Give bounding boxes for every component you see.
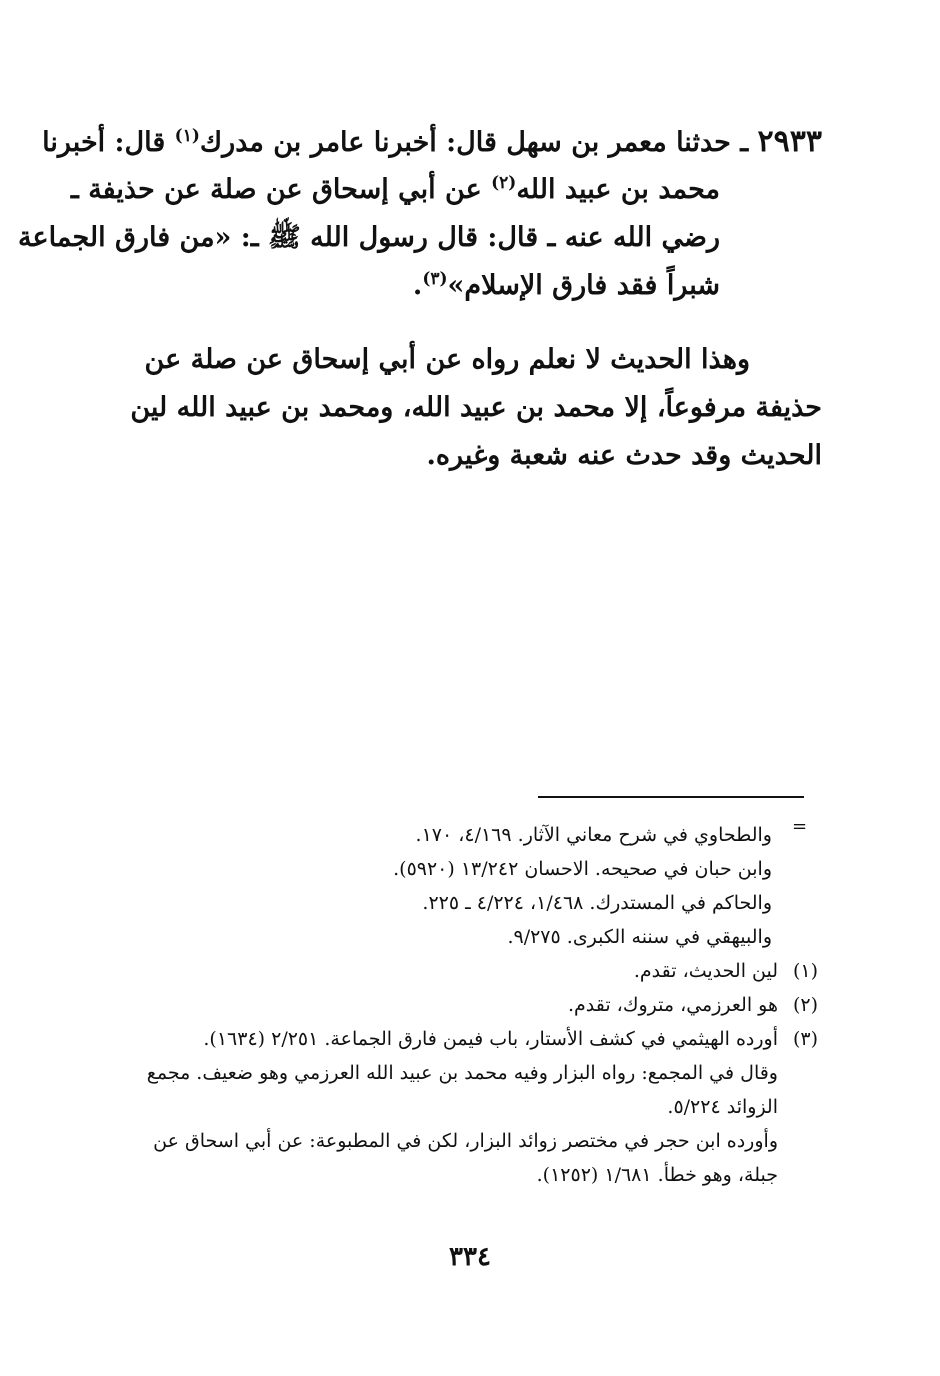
footnote-3-line: الزوائد ٥/٢٢٤. [667,1096,778,1118]
hadith-text [18,118,822,480]
commentary-line-1: وهذا الحديث لا نعلم رواه عن أبي إسحاق عن صلة عن [144,344,750,375]
footnote-number: (٣) [792,1028,818,1050]
hadith-line-1: ٢٩٣٣ ـ حدثنا معمر بن سهل قال: أخبرنا عامر بن مدرك$^{(١)}$ قال: أخبرنا [42,124,822,159]
footnote-text: أورده الهيثمي في كشف الأستار، باب فيمن فارق الجماعة. ٢/٢٥١ (١٦٣٤). [203,1028,778,1050]
footnote-separator [538,796,804,798]
footnote-3-line: وأورده ابن حجر في مختصر زوائد البزار، لكن في المطبوعة: عن أبي اسحاق عن [153,1130,778,1152]
footnote-text: لين الحديث، تقدم. [633,960,778,982]
hadith-number: ٢٩٣٣ [757,124,822,159]
hadith-line-4: شبراً فقد فارق الإسلام»$^{(٣)}$. [412,269,720,301]
footnote-number: (٢) [792,994,818,1016]
footnote-2 [100,988,818,1022]
footnote-continuation-line: والبيهقي في سننه الكبرى. ٩/٢٧٥. [507,926,772,948]
footnote-3-line: وقال في المجمع: رواه البزار وفيه محمد بن عبيد الله العرزمي وهو ضعيف. مجمع [146,1062,778,1084]
hadith-line-3: رضي الله عنه ـ قال: قال رسول الله ﷺ ـ: «من فارق الجماعة [18,222,720,253]
footnotes [100,818,818,1192]
footnote-3-line: جبلة، وهو خطأ. ١/٦٨١ (١٢٥٢). [536,1164,778,1186]
footnote-text: هو العرزمي، متروك، تقدم. [567,994,778,1016]
footnote-3 [100,1022,818,1056]
commentary-line-3: الحديث وقد حدث عنه شعبة وغيره. [426,440,822,471]
footnote-1 [100,954,818,988]
page-number: ٣٣٤ [449,1242,491,1272]
footnote-continuation-line: والطحاوي في شرح معاني الآثار. ٤/١٦٩، ١٧٠. [415,824,772,846]
footnote-continuation-line: وابن حبان في صحيحه. الاحسان ١٣/٢٤٢ (٥٩٢٠). [393,858,772,880]
footnote-number: (١) [792,960,818,982]
footnote-continuation-line: والحاكم في المستدرك. ١/٤٦٨، ٤/٢٢٤ ـ ٢٢٥. [422,892,772,914]
footnote-ref-3: (٣) [422,269,448,289]
continuation-mark: = [792,816,808,837]
commentary-line-2: حذيفة مرفوعاً، إلا محمد بن عبيد الله، ومحمد بن عبيد الله لين [130,392,822,423]
footnote-ref-1: (١) [174,126,200,146]
hadith-line-2: محمد بن عبيد الله$^{(٢)}$ عن أبي إسحاق عن صلة عن حذيفة ـ [70,173,720,205]
footnote-ref-2: (٢) [491,173,517,193]
